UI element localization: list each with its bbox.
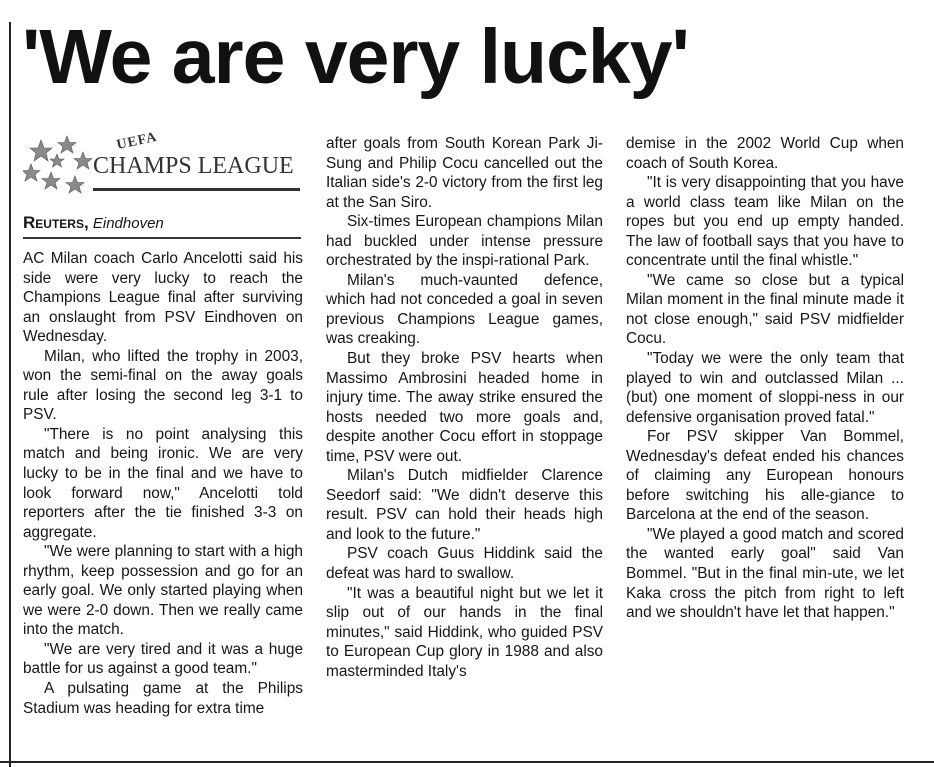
- byline-rule: [23, 237, 301, 239]
- paragraph: But they broke PSV hearts when Massimo Ambrosini headed home in injury time. The away strike ensured the hosts needed two more goals and, despite another Cocu effort in stoppage time, PSV were out.: [326, 350, 603, 465]
- paragraph: "There is no point analysing this match and being ironic. We are very lucky to be in the final and we have to look forward now," Ancelotti told reporters after the tie finished 3-3 on aggregate.: [23, 425, 303, 541]
- byline: [23, 213, 301, 234]
- paragraph: after goals from South Korean Park Ji-Sung and Philip Cocu cancelled out the Italian side's 2-0 victory from the first leg at the San Siro.: [326, 135, 603, 211]
- paragraph: For PSV skipper Van Bommel, Wednesday's defeat ended his chances of claiming any European honours before switching his alle-giance to Barcelona at the end of the season.: [626, 428, 904, 524]
- champions-league-logo: [23, 129, 301, 196]
- logo-champs-league-text: CHAMPS LEAGUE: [93, 153, 294, 179]
- byline-place: Eindhoven: [92, 215, 164, 232]
- paragraph: Six-times European champions Milan had buckled under intense pressure orchestrated by the inspi-rational Park.: [326, 213, 603, 270]
- paragraph: "It is very disappointing that you have a world class team like Milan on the ropes but you end up empty handed. The law of football says that you have to concentrate until the final whistle.": [626, 174, 904, 270]
- paragraph: Milan, who lifted the trophy in 2003, won the semi-final on the away goals rule after losing the second leg 3-1 to PSV.: [23, 347, 303, 424]
- column-2: [326, 134, 603, 681]
- paragraph: "Today we were the only team that played to win and outclassed Milan ... (but) one moment of sloppi-ness in our defensive organisation proved fatal.": [626, 350, 904, 426]
- headline: 'We are very lucky': [22, 14, 689, 100]
- paragraph: "We played a good match and scored the wanted early goal" said Van Bommel. "But in the final min-ute, we let Kaka cross the pitch from right to left and we shouldn't have let that happen.": [626, 525, 904, 622]
- logo-underline: [93, 188, 300, 191]
- paragraph: A pulsating game at the Philips Stadium was heading for extra time: [23, 680, 303, 717]
- paragraph: demise in the 2002 World Cup when coach of South Korea.: [626, 135, 904, 172]
- left-column-rule: [9, 22, 11, 767]
- column-3: [626, 134, 904, 623]
- paragraph: "We are very tired and it was a huge battle for us against a good team.": [23, 640, 303, 678]
- bottom-rule: [0, 761, 934, 763]
- paragraph: "We were planning to start with a high rhythm, keep possession and go for an early goal. We only started playing when we were 2-0 down. Then we really came into the match.: [23, 543, 303, 639]
- starball-icon: [23, 134, 103, 196]
- column-1-body: [23, 249, 303, 718]
- logo-uefa-text: UEFA: [115, 129, 159, 154]
- paragraph: Milan's Dutch midfielder Clarence Seedorf said: "We didn't deserve this result. PSV can hold their heads high and look to the future.": [326, 467, 603, 543]
- paragraph: PSV coach Guus Hiddink said the defeat was hard to swallow.: [326, 545, 603, 583]
- byline-agency: Reuters,: [23, 213, 89, 232]
- paragraph: Milan's much-vaunted defence, which had not conceded a goal in seven previous Champions League games, was creaking.: [326, 271, 603, 348]
- paragraph: "We came so close but a typical Milan moment in the final minute made it not close enough," said PSV midfielder Cocu.: [626, 271, 904, 348]
- paragraph: "It was a beautiful night but we let it slip out of our hands in the final minutes," said Hiddink, who guided PSV to European Cup glory in 1988 and also masterminded Italy's: [326, 584, 603, 680]
- paragraph: AC Milan coach Carlo Ancelotti said his side were very lucky to reach the Champions League final after surviving an onslaught from PSV Eindhoven on Wednesday.: [23, 250, 303, 346]
